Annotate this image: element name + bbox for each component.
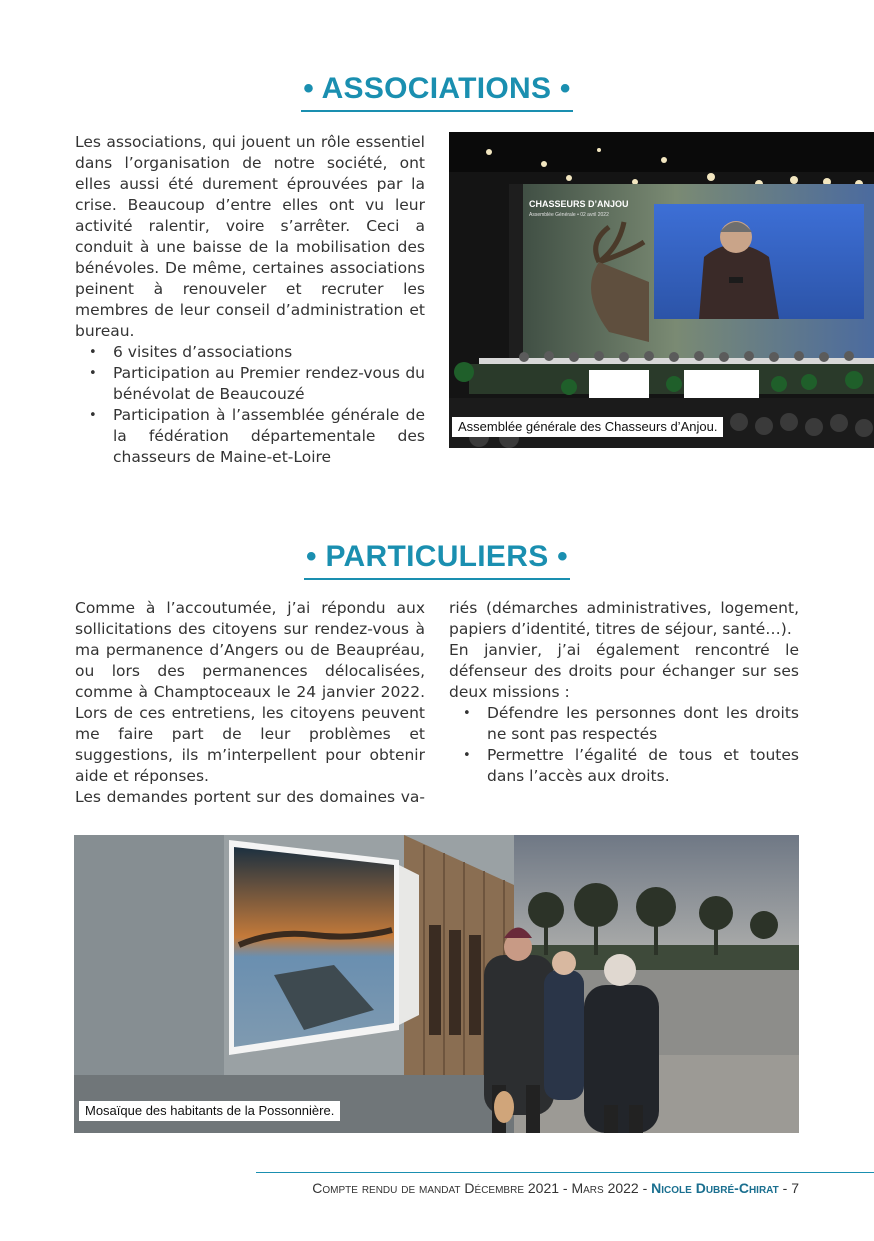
particuliers-paragraph-4: En janvier, j’ai également rencontré le défenseur des droits pour échanger sur ses deux missions :	[449, 641, 799, 701]
footer-document-title: Compte rendu de mandat Décembre 2021 - Mars 2022 -	[312, 1180, 652, 1196]
screen-subtitle: Assemblée Générale • 02 avril 2022	[529, 212, 609, 218]
footer-page-number: - 7	[778, 1180, 799, 1196]
associations-heading	[0, 72, 874, 112]
list-item: • Participation au Premier rendez-vous du bénévolat de Beaucouzé	[75, 363, 425, 405]
list-item: • Participation à l’assemblée générale de la fédération départementale des chasseurs de Maine-et-Loire	[75, 405, 425, 468]
mosaic-photo-illustration	[74, 835, 799, 1133]
particuliers-bullet-list	[449, 703, 799, 787]
particuliers-paragraph-2: Les demandes portent sur des domaines va-	[75, 788, 425, 806]
associations-text	[75, 132, 425, 468]
footer-author: Nicole Dubré-Chirat	[651, 1180, 779, 1196]
particuliers-column-right	[449, 598, 799, 787]
particuliers-column-left	[75, 598, 425, 808]
particuliers-title: • PARTICULIERS •	[304, 540, 570, 580]
associations-bullet-list	[75, 342, 425, 468]
particuliers-paragraph-1: Comme à l’accoutumée, j’ai répondu aux sollicitations des citoyens sur rendez-vous à ma permanence d’Angers ou de Beaupréau, ou lors des permanences délocalisées, comme à Champtoceaux le 24 janvier 2022. Lors de ces entretiens, les citoyens peuvent me faire part de leur problèmes et suggestions, ils m’interpellent pour obtenir aide et réponses.	[75, 599, 425, 785]
mosaic-photo-caption: Mosaïque des habitants de la Possonnière.	[79, 1101, 340, 1121]
page-footer	[312, 1180, 799, 1196]
mosaic-photo	[74, 835, 799, 1133]
list-item: • 6 visites d’associations	[75, 342, 425, 363]
list-item: • Défendre les personnes dont les droits ne sont pas respectés	[449, 703, 799, 745]
screen-title: CHASSEURS D’ANJOU	[529, 199, 629, 209]
particuliers-heading	[0, 540, 874, 580]
assembly-photo-illustration	[449, 132, 874, 448]
associations-title: • ASSOCIATIONS •	[301, 72, 573, 112]
footer-rule	[256, 1172, 874, 1173]
assembly-photo-caption: Assemblée générale des Chasseurs d’Anjou.	[452, 417, 723, 437]
assembly-photo	[449, 132, 874, 448]
associations-intro: Les associations, qui jouent un rôle essentiel dans l’organisation de notre société, ont elles aussi été durement éprouvées par la crise. Beaucoup d’entre elles ont vu leur activité ralentir, voire s’arrêter. Ceci a conduit à une baisse de la mobilisation des bénévoles. De même, certaines associations peinent à renouveler et recruter les membres de leur conseil d’administration et bureau.	[75, 133, 425, 340]
particuliers-paragraph-3: riés (démarches administratives, logement, papiers d’identité, titres de séjour, santé…).	[449, 599, 799, 638]
list-item: • Permettre l’égalité de tous et toutes dans l’accès aux droits.	[449, 745, 799, 787]
